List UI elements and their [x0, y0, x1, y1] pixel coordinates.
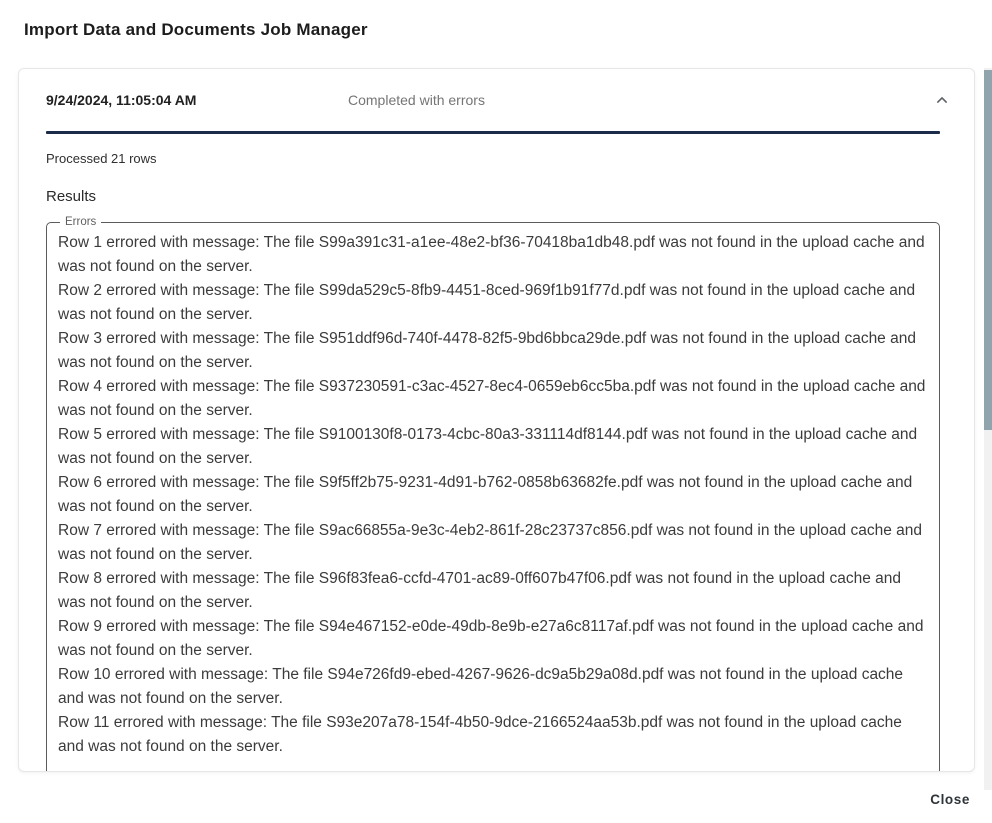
error-row: Row 9 errored with message: The file S94e467152-e0de-49db-8e9b-e27a6c8117af.pdf was not found in the upload cache and was not found on the server. — [58, 618, 924, 659]
job-status: Completed with errors — [348, 92, 485, 108]
error-row: Row 5 errored with message: The file S9100130f8-0173-4cbc-80a3-331114df8144.pdf was not found in the upload cache and was not found on the server. — [58, 426, 918, 467]
collapse-button[interactable] — [928, 86, 956, 114]
job-timestamp: 9/24/2024, 11:05:04 AM — [46, 92, 197, 108]
job-panel-header[interactable] — [19, 69, 974, 131]
chevron-up-icon — [932, 90, 952, 110]
scrollbar-track[interactable] — [984, 68, 992, 790]
errors-legend: Errors — [65, 216, 97, 228]
page-title: Import Data and Documents Job Manager — [24, 20, 368, 39]
error-row: Row 8 errored with message: The file S96f83fea6-ccfd-4701-ac89-0ff607b47f06.pdf was not found in the upload cache and was not found on the server. — [58, 570, 902, 611]
error-row: Row 11 errored with message: The file S93e207a78-154f-4b50-9dce-2166524aa53b.pdf was not found in the upload cache and was not found on the server. — [58, 714, 902, 755]
error-row: Row 6 errored with message: The file S9f5ff2b75-9231-4d91-b762-0858b63682fe.pdf was not found in the upload cache and was not found on the server. — [58, 474, 913, 515]
scrollbar-thumb[interactable] — [984, 70, 992, 430]
error-row: Row 3 errored with message: The file S951ddf96d-740f-4478-82f5-9bd6bbca29de.pdf was not found in the upload cache and was not found on the server. — [58, 330, 916, 371]
errors-fieldset — [46, 216, 940, 772]
error-row: Row 2 errored with message: The file S99da529c5-8fb9-4451-8ced-969f1b91f77d.pdf was not found in the upload cache and was not found on the server. — [58, 282, 916, 323]
error-row: Row 10 errored with message: The file S94e726fd9-ebed-4267-9626-dc9a5b29a08d.pdf was not found in the upload cache and was not found on the server. — [58, 666, 904, 707]
error-list — [58, 231, 928, 759]
close-button[interactable]: Close — [922, 786, 978, 813]
results-label: Results — [46, 188, 97, 205]
job-panel — [18, 68, 975, 772]
processed-summary: Processed 21 rows — [46, 151, 157, 166]
header-divider — [46, 131, 940, 134]
error-row: Row 1 errored with message: The file S99a391c31-a1ee-48e2-bf36-70418ba1db48.pdf was not found in the upload cache and was not found on the server. — [58, 234, 925, 275]
error-row: Row 7 errored with message: The file S9ac66855a-9e3c-4eb2-861f-28c23737c856.pdf was not found in the upload cache and was not found on the server. — [58, 522, 922, 563]
error-row: Row 4 errored with message: The file S937230591-c3ac-4527-8ec4-0659eb6cc5ba.pdf was not found in the upload cache and was not found on the server. — [58, 378, 926, 419]
